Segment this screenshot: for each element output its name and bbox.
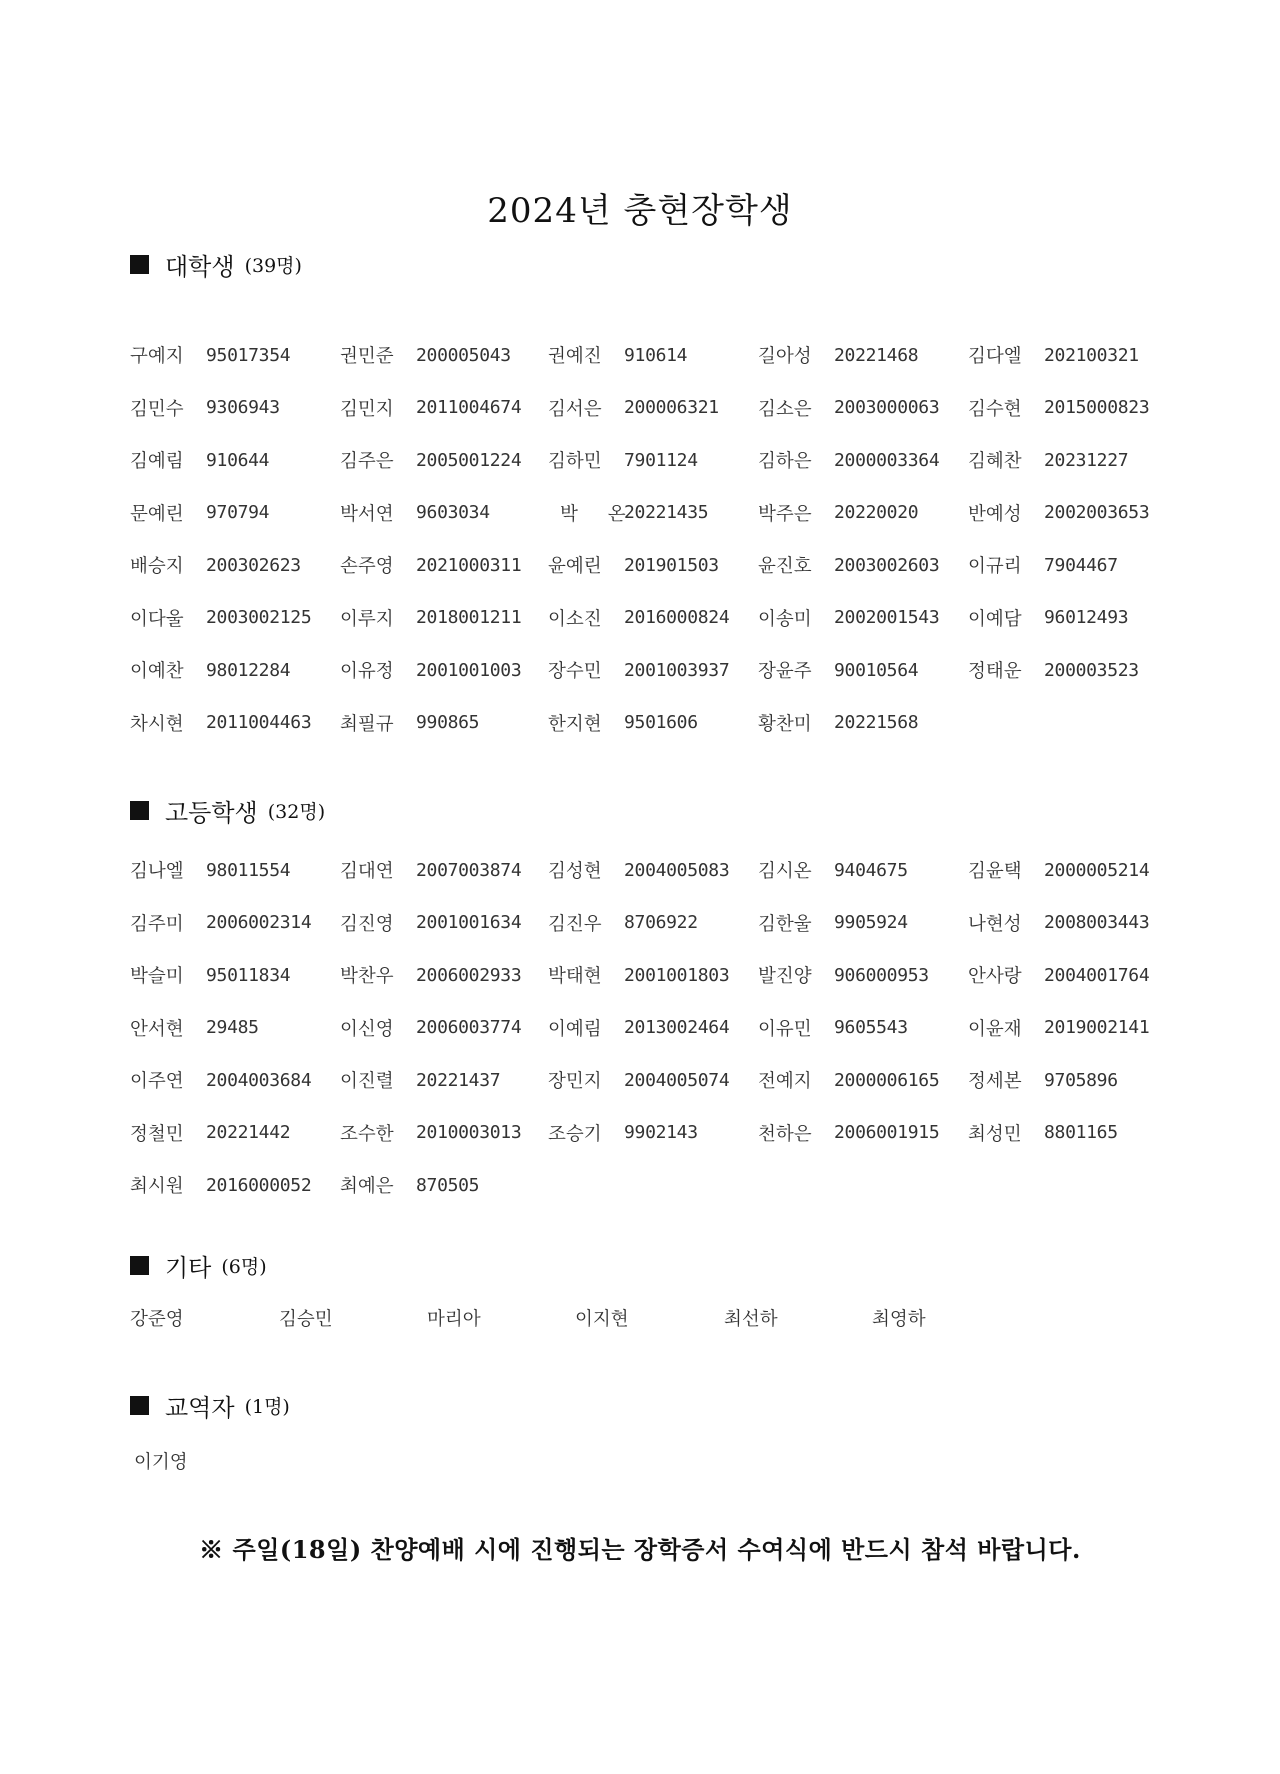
document-title: 2024년 충현장학생 (487, 191, 793, 231)
student-name: 이예담 (968, 608, 1022, 630)
student-name: 윤진호 (758, 556, 812, 578)
student-entry (548, 539, 758, 592)
student-id: 2006002933 (416, 964, 522, 986)
student-id: 2011004463 (206, 712, 312, 734)
student-id: 200006321 (624, 397, 719, 419)
student-entry (130, 1107, 340, 1160)
square-bullet-icon (130, 1396, 149, 1415)
student-entry (130, 949, 340, 1002)
student-id: 20221442 (206, 1122, 291, 1144)
student-id: 2003000063 (834, 397, 940, 419)
student-id: 20231227 (1044, 449, 1129, 471)
student-entry (758, 592, 968, 645)
student-id: 990865 (416, 712, 480, 734)
student-name: 이규리 (968, 556, 1022, 578)
student-id: 2006003774 (416, 1017, 522, 1039)
student-id: 20220020 (834, 502, 919, 524)
student-name: 이예림 (548, 1018, 602, 1040)
student-id: 2003002125 (206, 607, 312, 629)
student-entry (340, 434, 548, 487)
student-entry (130, 697, 340, 750)
student-name: 최필규 (340, 713, 394, 735)
student-entry (968, 1054, 1178, 1107)
student-name: 김다엘 (968, 346, 1022, 368)
student-entry (130, 329, 340, 382)
student-entry (758, 434, 968, 487)
student-name: 박주은 (758, 503, 812, 525)
student-entry (548, 1002, 758, 1055)
student-name: 김서은 (548, 398, 602, 420)
student-id: 90010564 (834, 659, 919, 681)
student-id: 2011004674 (416, 397, 522, 419)
student-list-university (130, 329, 1178, 749)
student-id: 201901503 (624, 554, 719, 576)
student-id: 9905924 (834, 912, 908, 934)
student-entry (968, 487, 1178, 540)
other-name: 이지현 (575, 1309, 629, 1330)
student-name: 이다울 (130, 608, 184, 630)
other-name: 마리아 (427, 1309, 481, 1330)
student-entry (340, 697, 548, 750)
other-name: 김승민 (279, 1309, 333, 1330)
section-heading-other (130, 1245, 267, 1285)
student-entry (968, 434, 1178, 487)
student-id: 2005001224 (416, 449, 522, 471)
other-name: 최선하 (724, 1309, 778, 1330)
student-entry (340, 487, 548, 540)
student-entry (758, 697, 968, 750)
student-id: 20221437 (416, 1069, 501, 1091)
section-heading-ministers (130, 1385, 290, 1425)
student-entry (758, 644, 968, 697)
student-id: 2004005074 (624, 1069, 730, 1091)
student-id: 870505 (416, 1174, 480, 1196)
student-entry (548, 1054, 758, 1107)
student-name: 박찬우 (340, 966, 394, 988)
student-entry (758, 1107, 968, 1160)
student-entry (968, 1002, 1178, 1055)
student-id: 9902143 (624, 1122, 698, 1144)
section-heading-university (130, 244, 302, 284)
student-name: 김대연 (340, 861, 394, 883)
student-name: 최예은 (340, 1176, 394, 1198)
student-name: 황찬미 (758, 713, 812, 735)
student-entry (548, 329, 758, 382)
student-entry (548, 1107, 758, 1160)
student-name: 길아성 (758, 346, 812, 368)
student-list-highschool (130, 844, 1178, 1212)
student-name: 이신영 (340, 1018, 394, 1040)
student-name: 장윤주 (758, 661, 812, 683)
student-id: 2018001211 (416, 607, 522, 629)
notice-text: ※ 주일(18일) 찬양예배 시에 진행되는 장학증서 수여식에 반드시 참석 바랍니다. (199, 1535, 1081, 1564)
student-name: 김나엘 (130, 861, 184, 883)
student-id: 2001001634 (416, 912, 522, 934)
section-count: (1명) (244, 1395, 290, 1418)
student-name: 이예찬 (130, 661, 184, 683)
student-name: 이진렬 (340, 1071, 394, 1093)
student-id: 2000003364 (834, 449, 940, 471)
student-name: 김진우 (548, 913, 602, 935)
student-id: 9705896 (1044, 1069, 1118, 1091)
student-id: 202100321 (1044, 344, 1139, 366)
student-entry (968, 382, 1178, 435)
student-name: 이송미 (758, 608, 812, 630)
student-id: 20221435 (624, 502, 709, 524)
student-name: 장민지 (548, 1071, 602, 1093)
student-id: 96012493 (1044, 607, 1129, 629)
student-id: 970794 (206, 502, 270, 524)
student-entry (968, 329, 1178, 382)
student-entry (130, 1054, 340, 1107)
student-name: 김하민 (548, 451, 602, 473)
student-id: 2015000823 (1044, 397, 1150, 419)
student-id: 98012284 (206, 659, 291, 681)
student-id: 2010003013 (416, 1122, 522, 1144)
student-id: 2000005214 (1044, 859, 1150, 881)
student-id: 200003523 (1044, 659, 1139, 681)
student-name: 권예진 (548, 346, 602, 368)
student-entry (548, 382, 758, 435)
student-name: 반예성 (968, 503, 1022, 525)
student-id: 95017354 (206, 344, 291, 366)
student-entry (968, 592, 1178, 645)
student-name: 박태현 (548, 966, 602, 988)
student-id: 2004001764 (1044, 964, 1150, 986)
student-entry (130, 1159, 340, 1212)
student-id: 200005043 (416, 344, 511, 366)
student-name: 박슬미 (130, 966, 184, 988)
section-title: 교역자 (165, 1393, 235, 1422)
student-name: 안사랑 (968, 966, 1022, 988)
student-entry (968, 949, 1178, 1002)
student-name: 장수민 (548, 661, 602, 683)
student-entry (130, 897, 340, 950)
student-id: 2013002464 (624, 1017, 730, 1039)
student-name: 권민준 (340, 346, 394, 368)
student-entry (130, 644, 340, 697)
student-entry (340, 329, 548, 382)
student-entry (340, 592, 548, 645)
student-entry (548, 844, 758, 897)
square-bullet-icon (130, 1256, 149, 1275)
student-name: 안서현 (130, 1018, 184, 1040)
student-id: 95011834 (206, 964, 291, 986)
student-name: 김한울 (758, 913, 812, 935)
student-name: 이소진 (548, 608, 602, 630)
student-entry (548, 434, 758, 487)
student-entry (340, 539, 548, 592)
student-name: 김수현 (968, 398, 1022, 420)
section-count: (39명) (244, 254, 302, 277)
section-count: (6명) (221, 1255, 267, 1278)
student-name: 정태운 (968, 661, 1022, 683)
student-id: 9603034 (416, 502, 490, 524)
student-entry (548, 487, 758, 540)
student-entry (340, 1107, 548, 1160)
student-name: 한지현 (548, 713, 602, 735)
student-id: 910644 (206, 449, 270, 471)
student-entry (758, 897, 968, 950)
student-id: 7901124 (624, 449, 698, 471)
student-entry (758, 329, 968, 382)
student-id: 20221468 (834, 344, 919, 366)
name-list-other (130, 1298, 1020, 1338)
student-entry (340, 382, 548, 435)
student-id: 2001001003 (416, 659, 522, 681)
other-name: 강준영 (130, 1309, 184, 1330)
student-id: 2008003443 (1044, 912, 1150, 934)
student-entry (968, 644, 1178, 697)
student-name: 김시온 (758, 861, 812, 883)
student-name: 문예린 (130, 503, 184, 525)
student-entry (548, 949, 758, 1002)
student-name: 구예지 (130, 346, 184, 368)
student-entry (130, 487, 340, 540)
student-name: 조수한 (340, 1123, 394, 1145)
student-name: 손주영 (340, 556, 394, 578)
student-name: 발진양 (758, 966, 812, 988)
student-id: 8801165 (1044, 1122, 1118, 1144)
square-bullet-icon (130, 255, 149, 274)
student-name: 이윤재 (968, 1018, 1022, 1040)
student-entry (340, 1159, 548, 1212)
student-entry (968, 844, 1178, 897)
student-entry (758, 487, 968, 540)
student-name: 천하은 (758, 1123, 812, 1145)
student-name: 김혜찬 (968, 451, 1022, 473)
student-name: 이유정 (340, 661, 394, 683)
student-entry (758, 1002, 968, 1055)
student-id: 2004005083 (624, 859, 730, 881)
student-id: 200302623 (206, 554, 301, 576)
student-name: 박 온 (560, 503, 638, 525)
student-entry (758, 949, 968, 1002)
student-id: 8706922 (624, 912, 698, 934)
student-name: 배승지 (130, 556, 184, 578)
student-id: 910614 (624, 344, 688, 366)
student-entry (758, 382, 968, 435)
student-id: 2002001543 (834, 607, 940, 629)
student-id: 2016000824 (624, 607, 730, 629)
square-bullet-icon (130, 801, 149, 820)
student-entry (968, 539, 1178, 592)
student-id: 2003002603 (834, 554, 940, 576)
student-entry (548, 644, 758, 697)
student-name: 정철민 (130, 1123, 184, 1145)
student-id: 2021000311 (416, 554, 522, 576)
student-id: 2004003684 (206, 1069, 312, 1091)
student-entry (130, 592, 340, 645)
student-id: 2006002314 (206, 912, 312, 934)
student-entry (130, 434, 340, 487)
student-id: 2007003874 (416, 859, 522, 881)
student-name: 김주은 (340, 451, 394, 473)
student-name: 김소은 (758, 398, 812, 420)
student-name: 박서연 (340, 503, 394, 525)
student-entry (548, 897, 758, 950)
student-name: 전예지 (758, 1071, 812, 1093)
student-id: 2006001915 (834, 1122, 940, 1144)
student-name: 나현성 (968, 913, 1022, 935)
student-id: 2001001803 (624, 964, 730, 986)
other-name: 최영하 (872, 1309, 926, 1330)
student-entry (130, 1002, 340, 1055)
student-name: 정세본 (968, 1071, 1022, 1093)
section-heading-highschool (130, 790, 325, 830)
student-entry (340, 897, 548, 950)
student-name: 이주연 (130, 1071, 184, 1093)
student-name: 최성민 (968, 1123, 1022, 1145)
student-id: 9501606 (624, 712, 698, 734)
student-entry (340, 644, 548, 697)
student-entry (968, 897, 1178, 950)
student-id: 29485 (206, 1017, 259, 1039)
student-name: 김주미 (130, 913, 184, 935)
student-id: 20221568 (834, 712, 919, 734)
student-id: 2019002141 (1044, 1017, 1150, 1039)
student-name: 김예림 (130, 451, 184, 473)
section-title: 대학생 (165, 252, 235, 281)
section-count: (32명) (267, 800, 326, 823)
student-name: 윤예린 (548, 556, 602, 578)
student-entry (758, 844, 968, 897)
student-entry (340, 1002, 548, 1055)
student-id: 9306943 (206, 397, 280, 419)
student-id: 2016000052 (206, 1174, 312, 1196)
student-name: 김진영 (340, 913, 394, 935)
student-entry (130, 844, 340, 897)
student-id: 9605543 (834, 1017, 908, 1039)
student-entry (758, 1054, 968, 1107)
section-title: 기타 (165, 1253, 212, 1282)
student-id: 2001003937 (624, 659, 730, 681)
student-name: 김민수 (130, 398, 184, 420)
student-entry (968, 1107, 1178, 1160)
student-id: 2002003653 (1044, 502, 1150, 524)
student-entry (758, 539, 968, 592)
student-name: 김윤택 (968, 861, 1022, 883)
student-id: 9404675 (834, 859, 908, 881)
student-name: 김하은 (758, 451, 812, 473)
student-name: 김성현 (548, 861, 602, 883)
student-entry (548, 697, 758, 750)
student-name: 조승기 (548, 1123, 602, 1145)
student-id: 98011554 (206, 859, 291, 881)
student-name: 차시현 (130, 713, 184, 735)
student-entry (340, 1054, 548, 1107)
student-name: 이유민 (758, 1018, 812, 1040)
student-name: 이루지 (340, 608, 394, 630)
student-name: 김민지 (340, 398, 394, 420)
student-id: 7904467 (1044, 554, 1118, 576)
student-entry (340, 844, 548, 897)
minister-name: 이기영 (134, 1452, 188, 1473)
student-name: 최시원 (130, 1176, 184, 1198)
student-entry (130, 539, 340, 592)
student-entry (130, 382, 340, 435)
student-entry (340, 949, 548, 1002)
student-id: 2000006165 (834, 1069, 940, 1091)
section-title: 고등학생 (165, 798, 258, 827)
student-id: 906000953 (834, 964, 929, 986)
student-entry (548, 592, 758, 645)
